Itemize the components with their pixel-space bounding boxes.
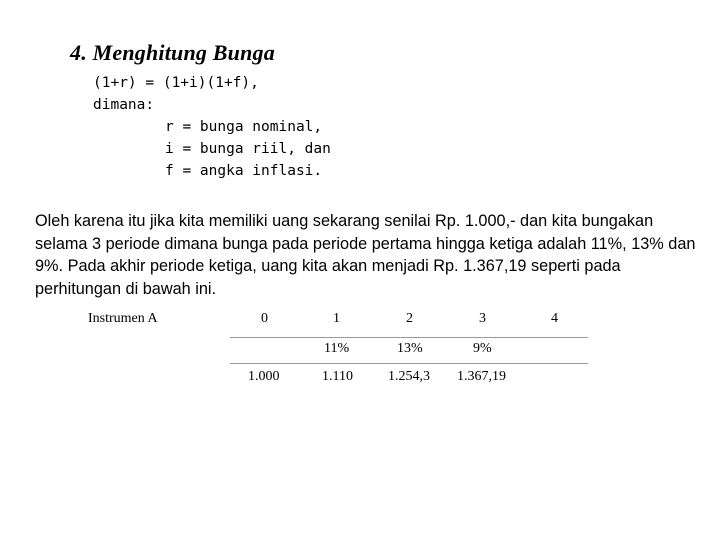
value-cell: 1.000 xyxy=(248,369,280,384)
formula-block xyxy=(93,72,331,182)
table-divider xyxy=(230,363,588,364)
definition-i: i = bunga riil, dan xyxy=(165,141,331,157)
formula-intro: dimana: xyxy=(93,97,155,113)
table-divider xyxy=(230,337,588,338)
period-header: 0 xyxy=(261,311,268,326)
explanation-paragraph: Oleh karena itu jika kita memiliki uang sekarang senilai Rp. 1.000,- dan kita bungakan selama 3 periode dimana bunga pada periode pertama hingga ketiga adalah 11%, 13% dan 9%. Pada akhir periode ketiga, uang kita akan menjadi Rp. 1.367,19 seperti pada perhitungan di bawah ini. xyxy=(35,212,696,298)
formula-equation: (1+r) = (1+i)(1+f), xyxy=(93,75,259,91)
period-header: 2 xyxy=(406,311,413,326)
table-label: Instrumen A xyxy=(88,311,158,326)
rate-cell: 13% xyxy=(397,341,423,356)
definition-r: r = bunga nominal, xyxy=(165,119,323,135)
period-header: 3 xyxy=(479,311,486,326)
rate-cell: 11% xyxy=(324,341,350,356)
period-header: 1 xyxy=(333,311,340,326)
value-cell: 1.367,19 xyxy=(457,369,506,384)
period-header: 4 xyxy=(551,311,558,326)
definition-f: f = angka inflasi. xyxy=(165,163,323,179)
value-cell: 1.254,3 xyxy=(388,369,430,384)
section-heading: 4. Menghitung Bunga xyxy=(70,40,275,65)
rate-cell: 9% xyxy=(473,341,492,356)
value-cell: 1.110 xyxy=(322,369,353,384)
